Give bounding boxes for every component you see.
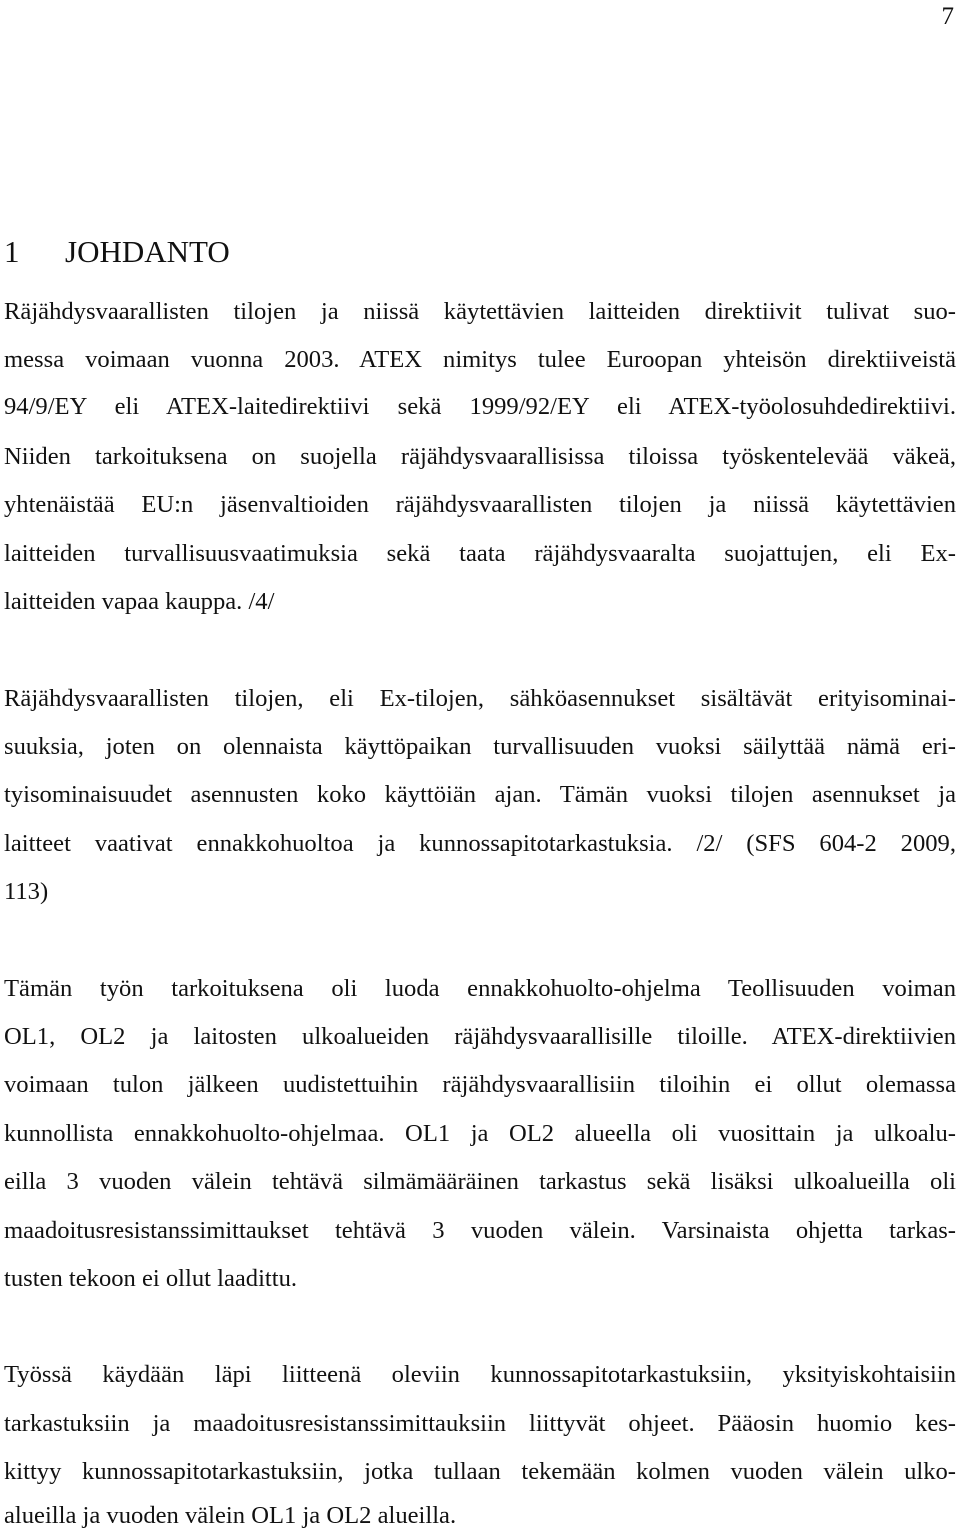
paragraph-line: kunnollista ennakkohuolto-ohjelmaa. OL1 ja OL2 alueella oli vuosittain ja ulkoalu-	[4, 1120, 956, 1147]
page-number: 7	[941, 3, 954, 30]
section-heading	[4, 232, 230, 272]
paragraph-line: kittyy kunnossapitotarkastuksiin, jotka tullaan tekemään kolmen vuoden välein ulko-	[4, 1458, 956, 1485]
paragraph-line: voimaan tulon jälkeen uudistettuihin räjähdysvaarallisiin tiloihin ei ollut olemassa	[4, 1071, 956, 1098]
paragraph-line: OL1, OL2 ja laitosten ulkoalueiden räjähdysvaarallisille tiloille. ATEX-direktiivien	[4, 1023, 956, 1050]
paragraph-line: laitteiden turvallisuusvaatimuksia sekä taata räjähdysvaaralta suojattujen, eli Ex-	[4, 540, 956, 567]
paragraph-line: suuksia, joten on olennaista käyttöpaikan turvallisuuden vuoksi säilyttää nämä eri-	[4, 733, 956, 760]
section-title: JOHDANTO	[65, 234, 230, 269]
paragraph-line: eilla 3 vuoden välein tehtävä silmämääräinen tarkastus sekä lisäksi ulkoalueilla oli	[4, 1168, 956, 1195]
paragraph-line: Niiden tarkoituksena on suojella räjähdysvaarallisissa tiloissa työskentelevää väkeä,	[4, 443, 956, 470]
paragraph-line: Työssä käydään läpi liitteenä oleviin kunnossapitotarkastuksiin, yksityiskohtaisiin	[4, 1361, 956, 1388]
paragraph-line: maadoitusresistanssimittaukset tehtävä 3 vuoden välein. Varsinaista ohjetta tarkas-	[4, 1217, 956, 1244]
paragraph-line: tusten tekoon ei ollut laadittu.	[4, 1265, 298, 1292]
section-number: 1	[4, 234, 20, 269]
paragraph-line: tyisominaisuudet asennusten koko käyttöiän ajan. Tämän vuoksi tilojen asennukset ja	[4, 781, 956, 808]
paragraph-line: Räjähdysvaarallisten tilojen ja niissä käytettävien laitteiden direktiivit tulivat suo-	[4, 298, 956, 325]
paragraph-line: yhtenäistää EU:n jäsenvaltioiden räjähdysvaarallisten tilojen ja niissä käytettävien	[4, 491, 956, 518]
paragraph-line: tarkastuksiin ja maadoitusresistanssimittauksiin liittyvät ohjeet. Pääosin huomio kes-	[4, 1410, 956, 1437]
paragraph-line: Räjähdysvaarallisten tilojen, eli Ex-tilojen, sähköasennukset sisältävät erityisominai-	[4, 685, 956, 712]
paragraph-line: 113)	[4, 878, 49, 905]
paragraph-line: laitteet vaativat ennakkohuoltoa ja kunnossapitotarkastuksia. /2/ (SFS 604-2 2009,	[4, 830, 956, 857]
paragraph-line: messa voimaan vuonna 2003. ATEX nimitys tulee Euroopan yhteisön direktiiveistä	[4, 346, 956, 373]
paragraph-line: laitteiden vapaa kauppa. /4/	[4, 588, 275, 615]
paragraph-line: Tämän työn tarkoituksena oli luoda ennakkohuolto-ohjelma Teollisuuden voiman	[4, 975, 956, 1002]
paragraph-line: alueilla ja vuoden välein OL1 ja OL2 alueilla.	[4, 1502, 457, 1529]
paragraph-line: 94/9/EY eli ATEX-laitedirektiivi sekä 1999/92/EY eli ATEX-työolosuhdedirektiivi.	[4, 393, 956, 420]
